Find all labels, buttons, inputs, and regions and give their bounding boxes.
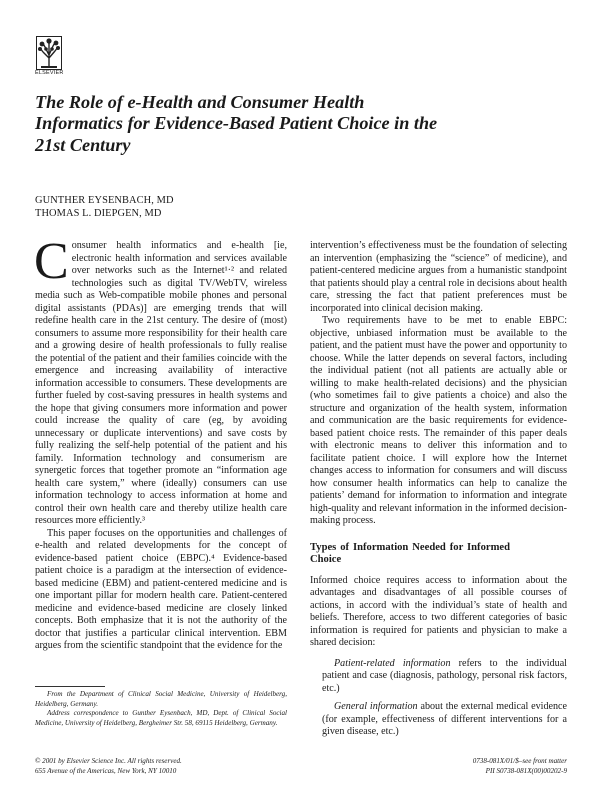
definition-term: General information: [334, 701, 418, 712]
body-paragraph: Two requirements have to be met to enable EBPC: objective, unbiased information must be available to the patient, and the patient must have the power and opportunity to choose. While the latter depends on several factors, including the individual patient (not all patients are actually able or willing to make health-related decisions) and the physician (who sometimes fail to give patients a choice) and also the structure and organization of the health system, information and communication are the basic requirements for evidence-based patient choice rests. The remainder of this paper deals with electronic means to deliver this information and to facilitate patient choice. I will explore how the Internet changes access to information for consumers and will discuss how consumer health informatics can help to canalize the patients’ demand for information to information and integrate high-quality and relevant information in the informed decision-making process.: [310, 315, 567, 526]
right-column: [310, 240, 567, 739]
footer-copyright: [35, 757, 182, 776]
footnote-correspondence: Address correspondence to Gunther Eysenbach, MD, Dept. of Clinical Social Medicine, University of Heidelberg, Bergheimer Str. 58, 69115 Heidelberg, Germany.: [35, 709, 287, 727]
footnotes: [35, 690, 287, 728]
publisher-name: ELSEVIER: [35, 70, 64, 76]
issn-text: 0738-081X/01/$–see front matter: [472, 757, 567, 765]
pii-text: PII S0738-081X(00)00202-9: [485, 766, 567, 775]
publisher-address: 655 Avenue of the Americas, New York, NY 10010: [35, 766, 177, 775]
drop-cap: C: [34, 233, 69, 290]
copyright-text: © 2001 by Elsevier Science Inc. All rights reserved.: [35, 757, 182, 765]
elsevier-tree-logo: [36, 36, 62, 70]
article-title: The Role of e-Health and Consumer Health Informatics for Evidence-Based Patient Choice in the 21st Century: [35, 92, 438, 155]
footnote-affiliation: From the Department of Clinical Social Medicine, University of Heidelberg, Heidelberg, Germany.: [35, 690, 287, 708]
footnote-divider: [35, 686, 105, 687]
definition-item: [310, 701, 567, 739]
author-name: THOMAS L. DIEPGEN, MD: [35, 208, 162, 219]
definition-item: [310, 658, 567, 696]
body-paragraph: Informed choice requires access to information about the advantages and disadvantages of all possible courses of actions, in accord with the individual’s state of health and beliefs. Therefore, access to two different categories of basic information is required for patients and physician to make a shared decision:: [310, 574, 567, 648]
author-name: GUNTHER EYSENBACH, MD: [35, 195, 174, 206]
body-paragraph: Consumer health informatics and e-health [ie, electronic health information and services available over networks such as the Internet¹·² and related technologies such as digital TV/WebTV, wireless media such as Web-compatible mobile phones and personal digital assistants (PDAs)] are emerging trends that will redefine health care in the 21st century. The desire of (most) consumers to assume more responsibility for their health care and a growing desire of health professionals to fully realise the potential of the patient and their families coincide with the emergence and increasing availability of interactive information accessible to consumers. These developments are further fueled by cost-saving pressures in health systems and the hope that giving consumers more information and power could increase the quality of care (eg, by avoiding unnecessary or duplicate interventions) and save costs by fully realizing the self-help potential of the patient and his family. Information technology and consumerism are synergetic forces that together promote an “information age health care system,” where (ideally) consumers can use information technology to access information at home and control their own health care and thereby utilize health care resources more efficiently.³: [34, 233, 287, 526]
body-paragraph: intervention’s effectiveness must be the foundation of selecting an intervention (emphasizing the “science” of medicine), and patient-centered medicine argues from a humanistic standpoint that patients should play a central role in decisions about health care, stressing the fact that patient preferences must be incorporated into clinical decision making.: [310, 240, 567, 314]
definition-text: refers to the individual patient and case (diagnosis, pathology, personal risk factors, etc.): [322, 657, 567, 694]
left-column: [34, 233, 287, 653]
author-list: [35, 194, 174, 220]
definition-term: Patient-related information: [334, 657, 451, 669]
body-paragraph: This paper focuses on the opportunities and challenges of e-health and related developments for the concept of evidence-based patient choice (EBPC).⁴ Evidence-based patient choice is a paradigm at the intersection of evidence-based medicine (EBM) and patient-centered medicine and is one important pillar for modern health care. Patient-centered medicine and evidence-based medicine are closely linked concepts. Both emphasize that it is not the authority of the doctor that justifies a particular clinical intervention. EBM argues from the scientific standpoint that the evidence for the: [35, 527, 287, 651]
footer-identifiers: [473, 757, 567, 776]
section-heading: Types of Information Needed for Informed Choice: [310, 541, 510, 565]
definition-text: about the external medical evidence (for example, effectiveness of different interventions for a given disease, etc.): [322, 701, 567, 737]
